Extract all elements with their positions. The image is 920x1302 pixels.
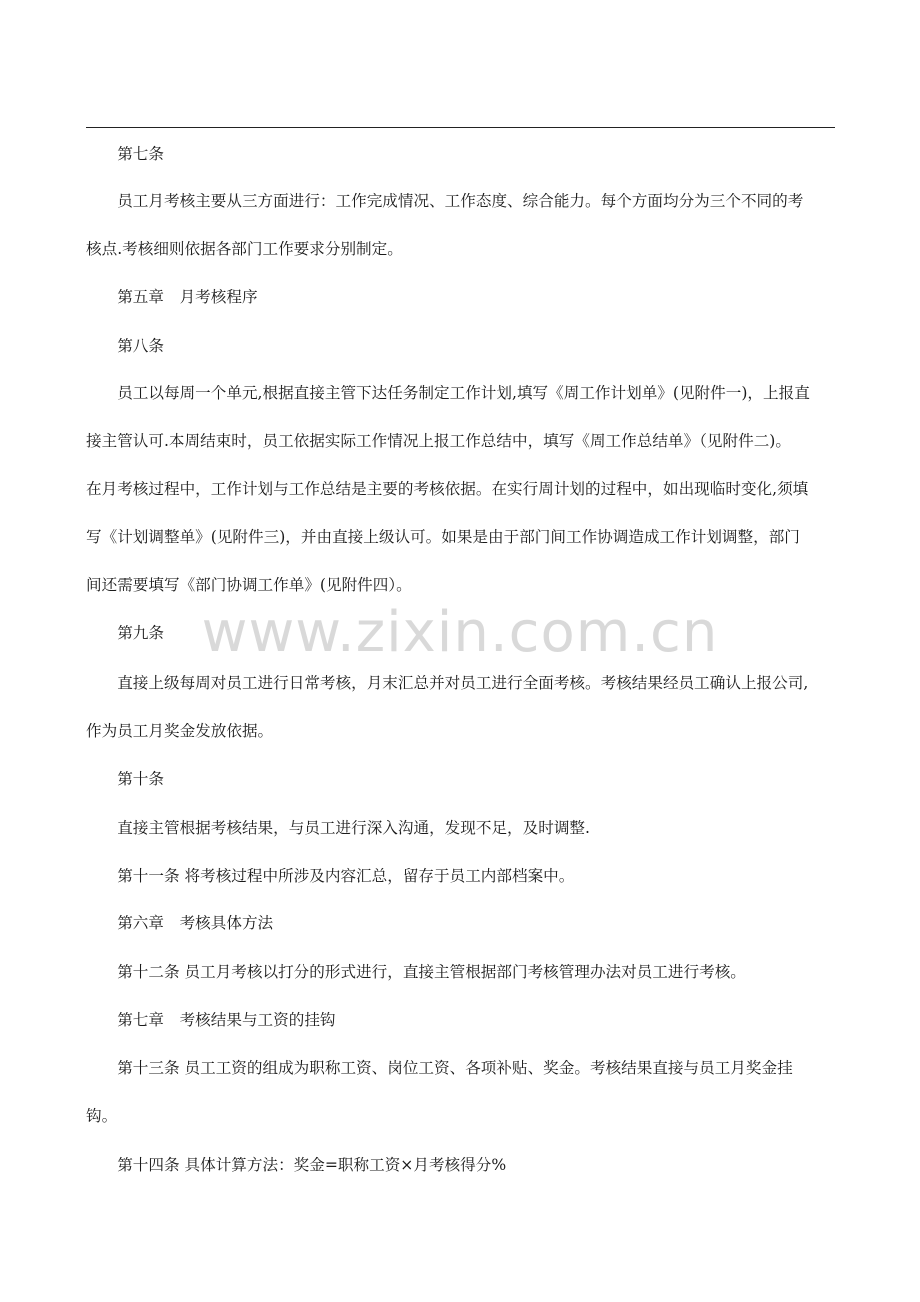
article-7-heading: 第七条 <box>86 145 164 163</box>
chapter-7-heading: 第七章 考核结果与工资的挂钩 <box>86 1011 336 1029</box>
article-7-text-line: 员工月考核主要从三方面进行：工作完成情况、工作态度、综合能力。每个方面均分为三个不同的考 <box>86 192 804 210</box>
article-14-line: 第十四条 具体计算方法：奖金=职称工资×月考核得分% <box>86 1156 507 1174</box>
article-9-heading: 第九条 <box>86 624 164 642</box>
article-8-text-line: 在月考核过程中，工作计划与工作总结是主要的考核依据。在实行周计划的过程中，如出现临时变化,须填 <box>86 480 809 498</box>
watermark: www.zixin.com.cn <box>201 600 719 665</box>
article-11-line: 第十一条 将考核过程中所涉及内容汇总，留存于员工内部档案中。 <box>86 867 575 885</box>
article-8-text-line: 写《计划调整单》(见附件三)，并由直接上级认可。如果是由于部门间工作协调造成工作计划调整，部门 <box>86 528 800 546</box>
header-rule <box>86 127 835 128</box>
article-7-text-line: 核点.考核细则依据各部门工作要求分别制定。 <box>86 240 403 258</box>
article-8-heading: 第八条 <box>86 337 164 355</box>
article-9-text-line: 直接上级每周对员工进行日常考核，月末汇总并对员工进行全面考核。考核结果经员工确认上报公司, <box>86 674 809 692</box>
article-8-text-line: 员工以每周一个单元,根据直接主管下达任务制定工作计划,填写《周工作计划单》(见附件一)，上报直 <box>86 384 810 402</box>
article-12-line: 第十二条 员工月考核以打分的形式进行，直接主管根据部门考核管理办法对员工进行考核。 <box>86 963 746 981</box>
article-10-text-line: 直接主管根据考核结果，与员工进行深入沟通，发现不足，及时调整. <box>86 819 590 837</box>
article-13-text-line: 钩。 <box>86 1107 118 1125</box>
article-10-heading: 第十条 <box>86 770 164 788</box>
article-9-text-line: 作为员工月奖金发放依据。 <box>86 722 274 740</box>
chapter-5-heading: 第五章 月考核程序 <box>86 288 258 306</box>
article-13-text-line: 第十三条 员工工资的组成为职称工资、岗位工资、各项补贴、奖金。考核结果直接与员工月奖金挂 <box>86 1059 793 1077</box>
article-8-text-line: 间还需要填写《部门协调工作单》(见附件四）。 <box>86 576 412 594</box>
article-8-text-line: 接主管认可.本周结束时，员工依据实际工作情况上报工作总结中，填写《周工作总结单》（见附件二)。 <box>86 432 791 450</box>
chapter-6-heading: 第六章 考核具体方法 <box>86 914 274 932</box>
